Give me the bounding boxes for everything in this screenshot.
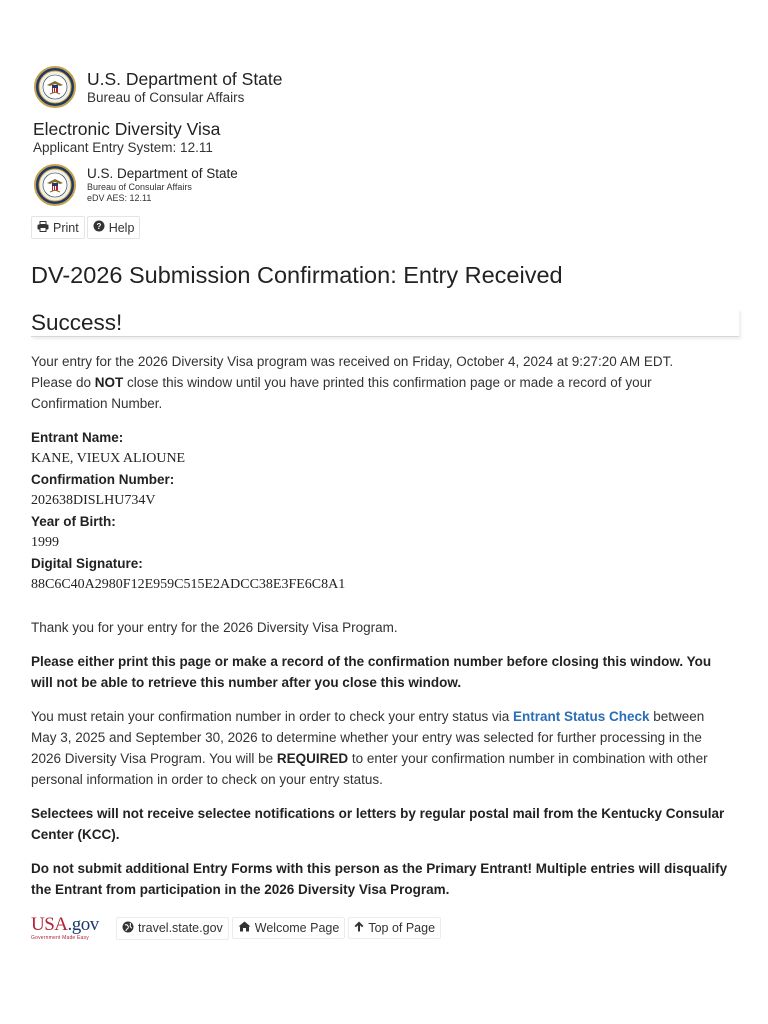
year-of-birth-label: Year of Birth: <box>31 514 116 529</box>
entrant-status-check-link[interactable]: Entrant Status Check <box>512 709 650 724</box>
welcome-page-link[interactable] <box>232 917 346 939</box>
intro-not: NOT <box>94 375 124 390</box>
confirmation-number-label: Confirmation Number: <box>31 472 175 487</box>
travel-state-link[interactable] <box>116 917 229 940</box>
help-icon <box>93 220 105 235</box>
intro-paragraph <box>31 351 731 414</box>
intro-line2-pre: Please do <box>31 375 95 390</box>
help-button[interactable] <box>87 216 141 239</box>
multiple-entries-paragraph: Do not submit additional Entry Forms with this person as the Primary Entrant! Multiple entries will disqualify the Entrant from participation in the 2026 Diversity Visa Program. <box>31 861 728 897</box>
retain-text-mid: between May 3, 2025 and September 30, 2026 to determine whether your entry was selected for further processing in the 2026 Diversity Visa Program. You will be <box>31 709 705 766</box>
site-header <box>34 66 283 108</box>
department-name: U.S. Department of State <box>87 68 283 89</box>
bureau-name-small: Bureau of Consular Affairs <box>87 182 192 192</box>
print-header <box>34 164 238 206</box>
usagov-logo[interactable] <box>31 915 111 941</box>
intro-line1: Your entry for the 2026 Diversity Visa program was received on Friday, October 4, 2024 at 9:27:20 AM EDT. <box>31 354 674 369</box>
print-label: Print <box>53 220 79 235</box>
system-title: Electronic Diversity Visa <box>33 119 221 139</box>
system-subtitle: Applicant Entry System: 12.11 <box>33 140 213 155</box>
top-of-page-label: Top of Page <box>368 921 436 935</box>
print-button[interactable] <box>31 216 85 239</box>
selectees-paragraph: Selectees will not receive selectee notifications or letters by regular postal mail from the Kentucky Consular Center (KCC). <box>31 806 725 842</box>
year-of-birth-value: 1999 <box>31 535 59 550</box>
required-text: REQUIRED <box>276 751 349 766</box>
travel-state-label: travel.state.gov <box>138 921 223 935</box>
entrant-name-label: Entrant Name: <box>31 430 124 445</box>
seal-icon <box>34 164 76 206</box>
entry-details <box>31 427 731 595</box>
welcome-page-label: Welcome Page <box>254 921 340 935</box>
retain-paragraph <box>31 706 731 790</box>
print-icon <box>37 221 49 235</box>
success-panel <box>31 309 739 337</box>
entrant-name-value: KANE, VIEUX ALIOUNE <box>31 451 186 466</box>
page-title: DV-2026 Submission Confirmation: Entry Received <box>31 262 563 288</box>
intro-line2-post: close this window until you have printed this confirmation page or made a record of your Confirmation Number. <box>31 375 652 411</box>
svg-text:?: ? <box>96 222 102 231</box>
usagov-tagline: Government Made Easy <box>31 935 89 941</box>
arrow-up-icon <box>354 921 364 935</box>
usagov-logo-gov: .gov <box>67 914 99 935</box>
toolbar <box>31 216 140 239</box>
department-name-small: U.S. Department of State <box>87 166 238 181</box>
globe-icon <box>122 921 134 936</box>
home-icon <box>238 921 251 935</box>
thanks-paragraph: Thank you for your entry for the 2026 Diversity Visa Program. <box>31 620 398 635</box>
confirmation-content <box>31 351 731 913</box>
top-of-page-link[interactable] <box>348 917 441 939</box>
digital-signature-label: Digital Signature: <box>31 556 143 571</box>
success-heading: Success! <box>31 310 123 335</box>
seal-icon <box>34 66 76 108</box>
retain-text-pre: You must retain your confirmation number in order to check your entry status via <box>31 709 513 724</box>
confirmation-number-value: 202638DISLHU734V <box>31 493 156 508</box>
version-label: eDV AES: 12.11 <box>87 193 152 203</box>
bureau-name: Bureau of Consular Affairs <box>87 89 245 105</box>
footer <box>31 915 441 941</box>
usagov-logo-main: USA <box>31 914 68 935</box>
warning-paragraph: Please either print this page or make a record of the confirmation number before closing this window. You will not be able to retrieve this number after you close this window. <box>31 654 712 690</box>
help-label: Help <box>108 220 135 235</box>
retain-text-post: to enter your confirmation number in combination with other personal information in order to check on your entry status. <box>31 751 708 787</box>
digital-signature-value: 88C6C40A2980F12E959C515E2ADCC38E3FE6C8A1 <box>31 577 346 592</box>
